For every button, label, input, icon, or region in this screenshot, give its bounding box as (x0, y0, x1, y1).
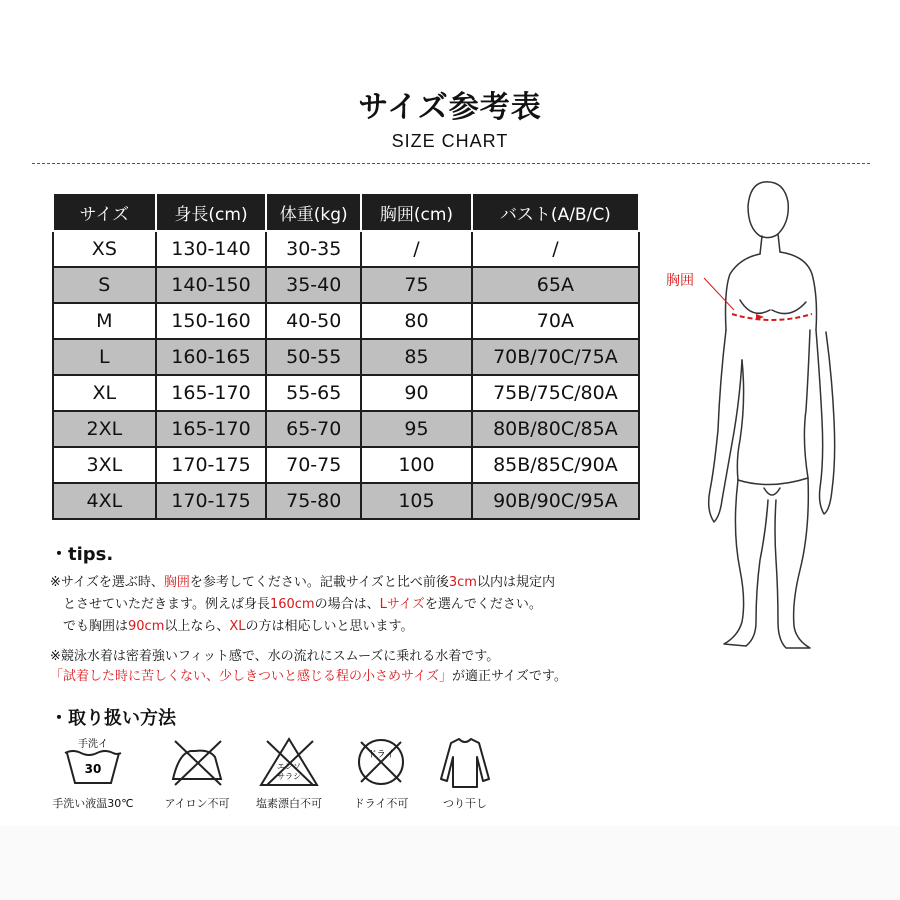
cell-bust: 70B/70C/75A (472, 339, 639, 375)
table-row (53, 339, 639, 375)
bleach-tag-1: エンソ (277, 762, 301, 771)
cell-size: 2XL (53, 411, 156, 447)
tips-note-line-3 (63, 616, 414, 637)
table-row (53, 303, 639, 339)
cell-chest: / (361, 231, 472, 267)
mannequin-icon (660, 170, 860, 660)
care-item-hand-wash (48, 735, 138, 811)
cell-weight: 35-40 (266, 267, 361, 303)
note-text: 以上なら、 (164, 619, 230, 634)
bust-label: 胸囲 (666, 273, 694, 289)
table-row (53, 447, 639, 483)
cell-bust: 90B/90C/95A (472, 483, 639, 519)
cell-size: L (53, 339, 156, 375)
cell-chest: 80 (361, 303, 472, 339)
header-weight: 体重(kg) (266, 193, 361, 231)
cell-size: S (53, 267, 156, 303)
tips-heading: ・tips. (50, 544, 114, 565)
tips-note2-line-2 (50, 666, 567, 687)
cell-size: 4XL (53, 483, 156, 519)
size-chart-table (52, 192, 640, 520)
bleach-tag-2: サラシ (277, 772, 301, 781)
dashed-divider (32, 163, 870, 164)
cell-bust: 65A (472, 267, 639, 303)
cell-bust: 70A (472, 303, 639, 339)
care-label: 手洗い液温30℃ (52, 797, 134, 810)
note-highlight: 3cm (448, 575, 477, 590)
cell-weight: 75-80 (266, 483, 361, 519)
note-highlight: 90cm (128, 619, 165, 634)
header-chest: 胸囲(cm) (361, 193, 472, 231)
hand-wash-temp: 30 (84, 762, 102, 776)
cell-chest: 75 (361, 267, 472, 303)
note-text: ※サイズを選ぶ時、 (50, 575, 164, 590)
tips-note-line-1 (50, 572, 555, 593)
no-dry-clean-icon (349, 735, 413, 789)
cell-chest: 105 (361, 483, 472, 519)
note-text: を選んでください。 (424, 597, 542, 612)
cell-chest: 95 (361, 411, 472, 447)
page-title: サイズ参考表 (358, 90, 542, 125)
cell-weight: 55-65 (266, 375, 361, 411)
note-highlight: 胸囲 (163, 575, 190, 590)
note-text: の場合は、 (314, 597, 380, 612)
note-highlight: XL (229, 619, 246, 634)
cell-height: 165-170 (156, 375, 267, 411)
cell-bust: 80B/80C/85A (472, 411, 639, 447)
table-row (53, 231, 639, 267)
note-highlight: 「試着した時に苦しくない、少しきついと感じる程の小さめサイズ」 (50, 669, 452, 684)
cell-weight: 70-75 (266, 447, 361, 483)
hand-wash-tag: 手洗イ (78, 739, 108, 750)
cell-chest: 85 (361, 339, 472, 375)
bust-measure-line (732, 314, 812, 320)
no-iron-icon (165, 735, 229, 789)
care-label: アイロン不可 (164, 797, 230, 810)
cell-weight: 65-70 (266, 411, 361, 447)
header-size: サイズ (53, 193, 156, 231)
mannequin-figure (660, 170, 860, 664)
note-text: の方は相応しいと思います。 (245, 619, 414, 634)
cell-weight: 30-35 (266, 231, 361, 267)
header-height: 身長(cm) (156, 193, 267, 231)
no-bleach-icon (257, 735, 321, 789)
care-item-no-iron (152, 735, 242, 811)
cell-size: XL (53, 375, 156, 411)
cell-chest: 100 (361, 447, 472, 483)
cell-size: XS (53, 231, 156, 267)
bottom-band (0, 826, 900, 900)
note-text: が適正サイズです。 (451, 669, 567, 684)
cell-height: 170-175 (156, 483, 267, 519)
cell-chest: 90 (361, 375, 472, 411)
care-label: ドライ不可 (353, 797, 409, 810)
cell-height: 130-140 (156, 231, 267, 267)
note-highlight: Lサイズ (379, 597, 425, 612)
table-row (53, 375, 639, 411)
cell-bust: 75B/75C/80A (472, 375, 639, 411)
note-text: を参考してください。記載サイズと比べ前後 (189, 575, 449, 590)
table-row (53, 267, 639, 303)
cell-height: 150-160 (156, 303, 267, 339)
cell-weight: 40-50 (266, 303, 361, 339)
cell-size: M (53, 303, 156, 339)
tips-note2-line-1: ※競泳水着は密着強いフィット感で、水の流れにスムーズに乗れる水着です。 (50, 649, 500, 664)
header-bust: バスト(A/B/C) (472, 193, 639, 231)
dry-clean-tag: ドライ (367, 750, 395, 760)
cell-height: 140-150 (156, 267, 267, 303)
table-header-row (53, 193, 639, 231)
table-row (53, 483, 639, 519)
note-text: でも胸囲は (63, 619, 129, 634)
hand-wash-icon (61, 735, 125, 789)
care-heading: ・取り扱い方法 (50, 708, 176, 729)
hang-dry-icon (433, 735, 497, 789)
care-label: 塩素漂白不可 (256, 797, 322, 810)
cell-height: 160-165 (156, 339, 267, 375)
page-subtitle: SIZE CHART (391, 131, 509, 151)
care-label: つり干し (443, 797, 487, 810)
tips-note-line-2 (63, 594, 542, 615)
note-text: とさせていただきます。例えば身長 (63, 597, 270, 612)
care-item-no-bleach (244, 735, 334, 811)
cell-height: 165-170 (156, 411, 267, 447)
cell-size: 3XL (53, 447, 156, 483)
care-item-no-dry-clean (336, 735, 426, 811)
cell-weight: 50-55 (266, 339, 361, 375)
table-row (53, 411, 639, 447)
cell-height: 170-175 (156, 447, 267, 483)
care-item-hang-dry (420, 735, 510, 811)
cell-bust: / (472, 231, 639, 267)
note-highlight: 160cm (269, 597, 315, 612)
cell-bust: 85B/85C/90A (472, 447, 639, 483)
note-text: 以内は規定内 (476, 575, 555, 590)
